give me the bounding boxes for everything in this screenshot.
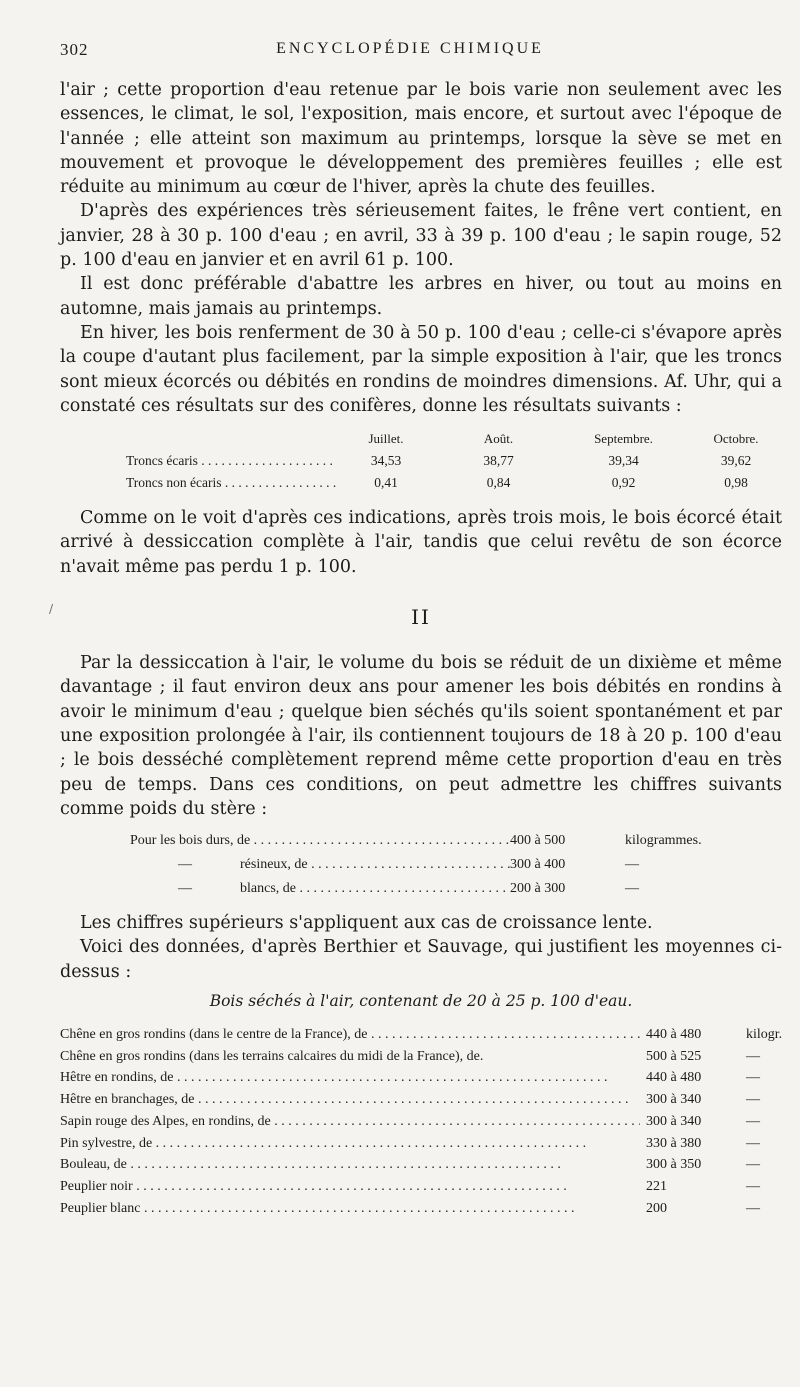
page-header [60, 40, 760, 62]
stere-weight-table [130, 829, 750, 901]
table-row [130, 877, 750, 901]
table-cell: 300 à 340 [646, 1092, 702, 1108]
table-row [60, 1133, 800, 1155]
row-label: Hêtre en branchages, de . . . [60, 1089, 640, 1111]
table-cell: 0,98 [724, 475, 748, 491]
table-cell: — [625, 881, 639, 897]
table-cell: kilogr. [746, 1027, 783, 1043]
table-cell: — [746, 1135, 760, 1151]
table-header-row [126, 428, 788, 450]
table-cell: 200 [646, 1200, 667, 1216]
row-label: Troncs non écaris . . . [126, 472, 336, 494]
table-row [126, 472, 788, 494]
table-cell: — [746, 1113, 760, 1129]
table-row [126, 450, 788, 472]
table-row [60, 1089, 800, 1111]
row-label: Pin sylvestre, de . . . [60, 1133, 640, 1155]
ditto-mark: — [178, 857, 192, 873]
table-caption: Bois séchés à l'air, contenant de 20 à 25 p. 100 d'eau. [209, 992, 633, 1011]
row-label-text: résineux, de [240, 857, 308, 873]
row-label: Sapin rouge des Alpes, en rondins, de . . . [60, 1111, 640, 1133]
row-label-text: blancs, de [240, 881, 296, 897]
drying-table [126, 428, 788, 494]
table-cell: 300 à 350 [646, 1157, 702, 1173]
table-cell: 221 [646, 1178, 667, 1194]
row-label: Pour les bois durs, de . . . [130, 829, 510, 853]
table-cell: 38,77 [483, 453, 514, 469]
column-header: Octobre. [713, 431, 759, 447]
table-cell: 200 à 300 [510, 881, 566, 897]
page-body [60, 78, 782, 1219]
table-cell: 39,62 [720, 453, 752, 469]
table-cell: 440 à 480 [646, 1027, 702, 1043]
column-header: Août. [483, 431, 514, 447]
page-number: 302 [60, 40, 89, 59]
row-label: Troncs écaris . . . [126, 450, 336, 472]
paragraph: Il est donc préférable d'abattre les arbres en hiver, ou tout au moins en automne, mais jamais au printemps. [60, 274, 782, 319]
table-cell: — [746, 1092, 760, 1108]
table-row [60, 1067, 800, 1089]
table-row [60, 1154, 800, 1176]
table-cell: 400 à 500 [510, 833, 566, 849]
paragraph: Par la dessiccation à l'air, le volume du bois se réduit de un dixième et même davantage ; il faut environ deux ans pour amener les bois débités en rondins à avoir le minimum d'eau ; quelque bien séchés qu'ils soient spontanément et par une exposition prolongée à l'air, ils contiennent toujours de 18 à 20 p. 100 d'eau ; le bois desséché complètement reprend même cette proportion d'eau en très peu de temps. Dans ces conditions, on peut admettre les chiffres suivants comme poids du stère : [60, 653, 782, 819]
table-cell: 300 à 400 [510, 857, 566, 873]
table-cell: 39,34 [608, 453, 639, 469]
table-row [60, 1024, 800, 1046]
table-cell: — [746, 1070, 760, 1086]
table-cell: 0,84 [486, 475, 511, 491]
table-cell: — [746, 1200, 760, 1216]
row-label: Bouleau, de . . . [60, 1154, 640, 1176]
column-header: Juillet. [368, 431, 404, 447]
column-header: Septembre. [594, 431, 653, 447]
table-cell: — [625, 857, 639, 873]
section-heading: II [411, 605, 431, 630]
table-cell: 500 à 525 [646, 1048, 702, 1064]
paragraph: Voici des données, d'après Berthier et Sauvage, qui justifient les moyennes ci-dessus : [60, 937, 782, 982]
species-weight-table [60, 1024, 800, 1219]
paragraph: l'air ; cette proportion d'eau retenue par le bois varie non seulement avec les essences, le climat, le sol, l'exposition, mais encore, et surtout avec l'époque de l'année ; elle atteint son maximum au printemps, lorsque la sève se met en mouvement et provoque le développement des premières feuilles ; elle est réduite au minimum au cœur de l'hiver, après la chute des feuilles. [60, 80, 782, 198]
paragraph: Comme on le voit d'après ces indications, après trois mois, le bois écorcé était arrivé à dessiccation complète à l'air, tandis que celui revêtu de son écorce n'avait même pas perdu 1 p. 100. [60, 508, 782, 577]
table-cell: 300 à 340 [646, 1113, 702, 1129]
table-cell: 440 à 480 [646, 1070, 702, 1086]
table-row [60, 1176, 800, 1198]
paragraph: En hiver, les bois renferment de 30 à 50 p. 100 d'eau ; celle-ci s'évapore après la coupe d'autant plus facilement, par la simple exposition à l'air, que les troncs sont mieux écorcés ou débités en rondins de moindres dimensions. Af. Uhr, qui a constaté ces résultats sur des conifères, donne les résultats suivants : [60, 322, 782, 416]
table-row [60, 1046, 800, 1068]
table-cell: — [746, 1178, 760, 1194]
row-label [130, 877, 510, 901]
table-cell: — [746, 1048, 760, 1064]
table-cell: — [746, 1157, 760, 1173]
table-row [130, 853, 750, 877]
table-row [60, 1198, 800, 1220]
row-label: Peuplier noir . . . [60, 1176, 640, 1198]
ditto-mark: — [178, 881, 192, 897]
row-label: Hêtre en rondins, de . . . [60, 1067, 640, 1089]
table-cell: 0,41 [374, 475, 398, 491]
paragraph: D'après des expériences très sérieusement faites, le frêne vert contient, en janvier, 28 à 30 p. 100 d'eau ; en avril, 33 à 39 p. 100 d'eau ; le sapin rouge, 52 p. 100 d'eau en janvier et en avril 61 p. 100. [60, 201, 782, 271]
table-cell: 330 à 380 [646, 1135, 702, 1151]
paragraph: Les chiffres supérieurs s'appliquent aux cas de croissance lente. [80, 913, 653, 934]
row-label [130, 853, 510, 877]
table-row [130, 829, 750, 853]
row-label: Chêne en gros rondins (dans les terrains calcaires du midi de la France), de. [60, 1048, 484, 1064]
table-cell: 0,92 [611, 475, 636, 491]
row-label: Chêne en gros rondins (dans le centre de la France), de . . . [60, 1024, 640, 1046]
running-title: ENCYCLOPÉDIE CHIMIQUE [276, 40, 544, 57]
table-cell: kilogrammes. [625, 833, 702, 849]
margin-mark: / [49, 602, 54, 616]
row-label: Peuplier blanc . . . [60, 1198, 640, 1220]
table-cell: 34,53 [370, 453, 402, 469]
table-row [60, 1111, 800, 1133]
